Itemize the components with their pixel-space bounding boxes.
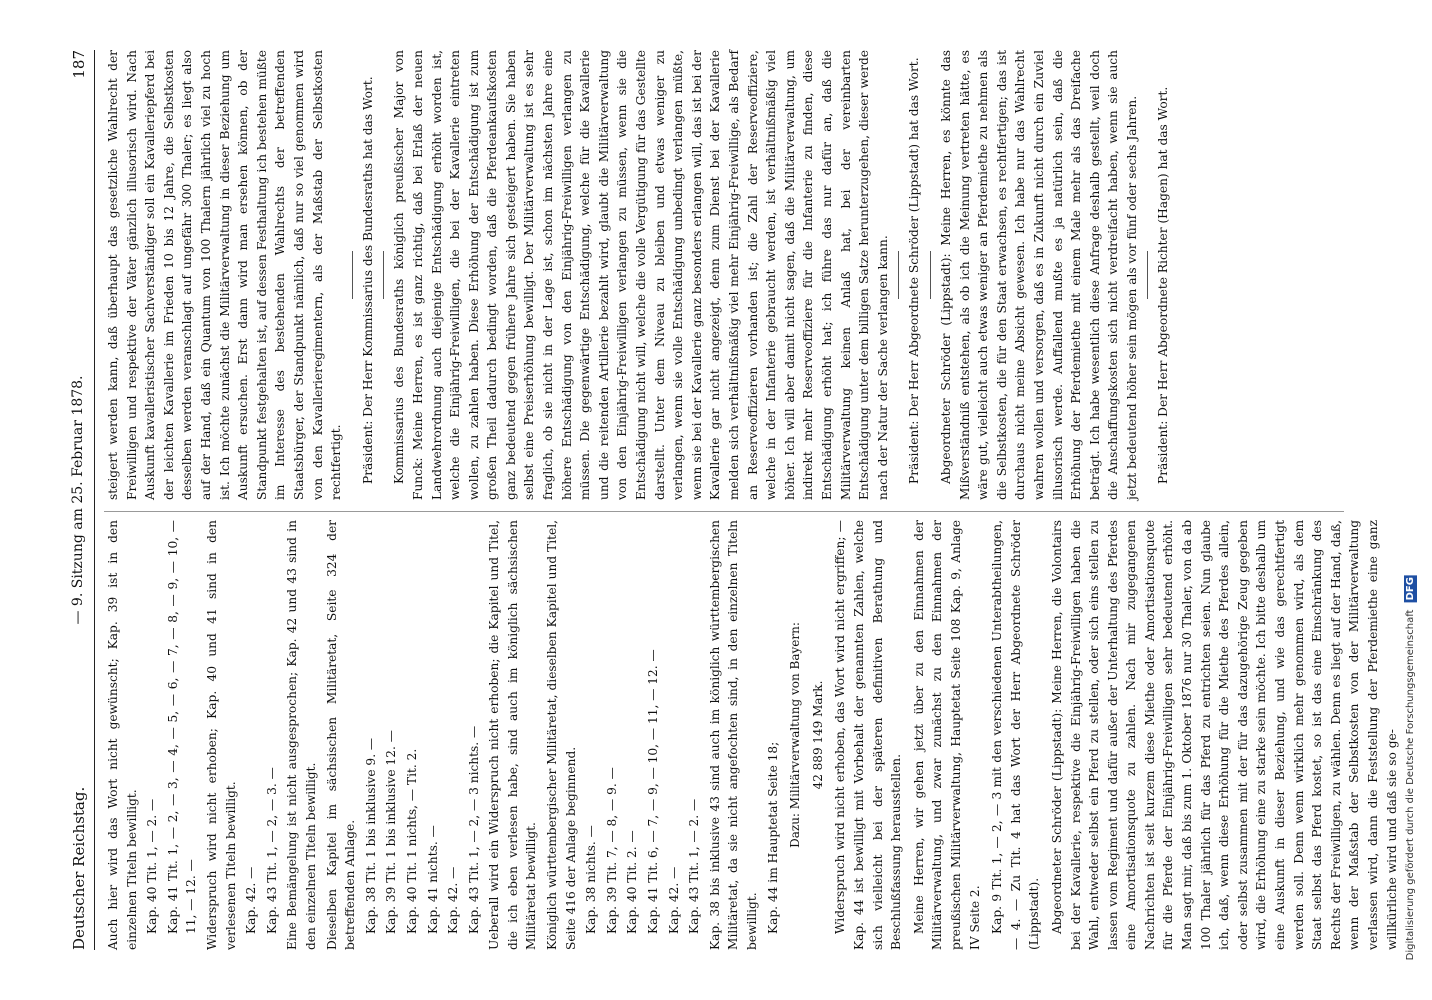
list-item: Kap. 41 Tit. 1, — 2, — 3, — 4, — 5, — 6, — 7, — 8, — 9, — 10, — 11, — 12. — [165,520,199,934]
paragraph: Kap. 38 bis inklusive 43 sind auch im königlich württembergischen Militäretat, da sie nicht angefochten sind, in den einzelnen Titeln bewilligt. [707,520,759,950]
paragraph: Kap. 9 Tit. 1, — 2, — 3 mit den verschiedenen Unterabtheilungen, — 4. — Zu Tit. 4 hat das Wort der Herr Abgeordnete Schröder (Lippstadt). [990,520,1042,950]
dfg-logo: DFG [1405,576,1416,600]
right-column [104,50,1344,500]
paragraph: steigert werden kann, daß überhaupt das gesetzliche Wahlrecht der Freiwilligen und respektive der Väter gänzlich illusorisch wird. Nach Auskunft kavalleristischer Sachverständiger soll ein Kavalleriepferd bei der leichten Kavallerie im Frieden 10 bis 12 Jahre, die Selbstkosten desselben werden veranschlagt auf ungefähr 300 Thaler; es liegt also auf der Hand, daß ein Quantum von 100 Thalern jährlich viel zu hoch ist. Ich möchte zunächst die Militärverwaltung in dieser Beziehung um Auskunft ersuchen. Erst dann wird man ersehen können, ob der Standpunkt festgehalten ist, auf dessen Festhaltung ich bestehen müßte im Interesse des bestehenden Wahlrechts der betreffenden Staatsbürger, der Standpunkt nämlich, daß nur so viel genommen wird von den Kavallerieregimentern, als der Maßstab der Selbstkosten rechtfertigt. [106,50,344,500]
speech-president: Präsident: Der Herr Abgeordnete Richter (Hagen) hat das Wort. [1156,86,1171,484]
list-item: Kap. 44 im Hauptetat Seite 18; [765,741,780,934]
speech-schroeder: Abgeordneter Schröder (Lippstadt): Meine Herren, die Volontairs bei der Kavallerie, respektive die Einjährig-Freiwilligen haben die Wahl, entweder selbst ein Pferd zu stellen, oder sich eins stellen zu lassen vom Regiment und dafür außer der Unterhaltung des Pferdes eine Amortisationsquote zu zahlen. Nach mir zugegangenen Nachrichten ist seit kurzem diese Miethe oder Amortisationsquote für die Pferde der Einjährig-Freiwilligen sehr bedeutend erhöht. Man sagt mir, daß bis zum 1. Oktober 1876 nur 30 Thaler, von da ab 100 Thaler jährlich für das Pferd zu entrichten seien. Nun glaube ich, daß, wenn diese Erhöhung für die Miethe des Pferdes allein, oder selbst zusammen mit der für das dazugehörige Zeug gegeben wird, die Erhöhung eine zu starke sein möchte. Ich bitte deshalb um eine Auskunft in dieser Beziehung, und wie das gerechtfertigt werden soll. Denn wenn wirklich mehr genommen wird, als dem Staat selbst das Pferd kostet, so ist das eine Einschränkung des Rechts der Freiwilligen, zu wählen. Denn es liegt auf der Hand, daß, wenn der Maßstab der Selbstkosten von der Militärverwaltung verlassen wird, dann die Feststellung der Pferdemiethe eine ganz willkürliche wird und daß sie so ge- [1049,520,1399,950]
list-item: Kap. 40 Tit. 1, — 2. — [145,798,160,934]
budget-amount: 42 889 149 Mark. [810,680,825,790]
list-item: Kap. 42. — [446,866,461,934]
list-item: Kap. 43 Tit. 1, — 2, — 3 nichts. — [466,725,481,934]
digitization-credit [1405,575,1416,960]
list-item: Kap. 43 Tit. 1, — 2. — [687,798,702,934]
list-item: Kap. 43 Tit. 1, — 2, — 3. — [264,767,279,934]
budget-heading: Dazu: Militärverwaltung von Bayern: [788,622,803,848]
section-rule [898,251,899,299]
list-item: Kap. 38 Tit. 1 bis inklusive 9. — [363,737,378,934]
speech-schroeder: Abgeordneter Schröder (Lippstadt): Meine Herren, es könnte das Mißverständniß entstehen, als ob ich die Meinung vertreten hätte, es wäre gut, vielleicht auch etwas weniger an Pferdemiethe zu nehmen als die Selbstkosten, die für den Staat erwachsen, es rechtfertigen; das ist durchaus nicht meine Absicht gewesen. Ich habe nur das Wahlrecht wahren wollen und versorgen, daß es in Zukunft nicht durch ein Zuviel illusorisch werde. Auffallend mußte es ja natürlich sein, daß die Erhöhung der Pferdemiethe mit einem Male mehr als das Dreifache beträgt. Ich habe wesentlich diese Anfrage deshalb gestellt, weil doch die Anschaffungskosten sich nicht verdreifacht haben, wenn sie auch jetzt bedeutend höher sein mögen als vor fünf oder sechs Jahren. [938,50,1139,500]
list-item: Kap. 40 Tit. 2. — [625,830,640,934]
running-head [70,50,95,950]
list-item: Kap. 39 Tit. 1 bis inklusive 12. — [384,730,399,934]
list-item: Kap. 39 Tit. 7, — 8, — 9. — [604,767,619,934]
speech-president: Präsident: Der Herr Kommissarius des Bundesraths hat das Wort. [360,76,375,484]
paragraph: Widerspruch wird nicht erhoben, das Wort wird nicht ergriffen; — Kap. 44 ist bewilligt mit Vorbehalt der genannten Zahlen, welche sich vielleicht bei der späteren definitiven Berathung und Beschlußfassung herausstellen. [833,520,904,950]
list-item: Kap. 41 Tit. 6, — 7, — 9, — 10, — 11, — 12. — [646,649,661,934]
speech-commissioner: Kommissarius des Bundesraths königlich preußischer Major von Funck: Meine Herren, es ist ganz richtig, daß bei Erlaß der neuen Landwehrordnung auch diejenige Entschädigung erhöht worden ist, welche die Einjährig-Freiwilligen, die bei der Kavallerie eintreten wollen, zu zahlen haben. Diese Erhöhung der Entschädigung ist zum großen Theil dadurch bedingt worden, daß die Pferdeankaufskosten ganz bedeutend gegen frühere Jahre sich gesteigert haben. Sie haben selbst eine Preiserhöhung bewilligt. Der Militärverwaltung ist es sehr fraglich, ob sie nicht in der Lage ist, schon im nächsten Jahre eine höhere Entschädigung von den Einjährig-Freiwilligen verlangen zu müssen. Die gegenwärtige Entschädigung, welche für die Kavallerie und die reitenden Artillerie bezahlt wird, glaubt die Militärverwaltung von den Einjährig-Freiwilligen verlangen zu müssen, wenn sie die Entschädigung nicht will, welche die volle Vergütigung für das Gestellte darstellt. Unter dem Niveau zu bleiben und etwas weniger zu verlangen, wenn sie volle Entschädigung unbedingt verlangen müßte, wenn sie bei der Kavallerie ganz besonders erlangen will, das ist bei der Kavallerie gar nicht angezeigt, denn zum Dienst bei der Kavallerie melden sich verhältnißmäßig viel mehr Einjährig-Freiwillige, als Bedarf an Reserveoffizieren vorhanden ist; die Zahl der Reserveoffiziere, welche in der Infanterie gebraucht werden, ist verhältnißmäßig viel höher. Ich will aber damit nicht sagen, daß die Militärverwaltung, um indirekt mehr Reserveoffiziere für die Infanterie zu finden, diese Entschädigung erhöht hat; ich führe das nur dafür an, daß die Militärverwaltung keinen Anlaß hat, bei der vereinbarten Entschädigung unter dem billigen Satze herunterzugehen, dieser werde nach der Natur der Sache verlangen kann. [392,50,890,500]
speech-president: Präsident: Der Herr Abgeordnete Schröder (Lippstadt) hat das Wort. [907,57,922,484]
section-rule [352,251,353,299]
list-item: Kap. 38 nichts. — [584,825,599,934]
list-item: Kap. 42. — [666,866,681,934]
running-head-title: Deutscher Reichstag. [70,786,88,950]
paragraph: Auch hier wird das Wort nicht gewünscht; Kap. 39 ist in den einzelnen Titeln bewilligt. [106,520,139,950]
list-item: Kap. 40 Tit. 1 nichts, — Tit. 2. [404,748,419,934]
list-item: Kap. 41 nichts. — [425,825,440,934]
left-column [104,520,1399,950]
paragraph: Meine Herren, wir gehen jetzt über zu den Einnahmen der Militärverwaltung, und zwar zunächst zu den Einnahmen der preußischen Militärverwaltung, Hauptetat Seite 108 Kap. 9, Anlage IV Seite 2. [911,520,982,950]
credit-text: Digitalisierung gefördert durch die Deutsche Forschungsgemeinschaft [1405,609,1416,960]
list-item: Kap. 42. — [244,866,259,934]
paragraph: Eine Bemängelung ist nicht ausgesprochen; Kap. 42 und 43 sind in den einzelnen Titeln bewilligt. [285,520,318,950]
section-rule [383,251,384,299]
paragraph: Königlich württembergischer Militäretat, dieselben Kapitel und Titel, Seite 416 der Anlage beginnend. [545,520,578,950]
page-number: 187 [70,50,88,79]
paragraph: Dieselben Kapitel im sächsischen Militäretat, Seite 324 der betreffenden Anlage. [324,520,358,950]
section-rule [930,251,931,299]
running-head-session: — 9. Sitzung am 25. Februar 1878. [70,375,86,625]
paragraph: Ueberall wird ein Widerspruch nicht erhoben; die Kapitel und Titel, die ich eben verlesen habe, sind auch im königlich sächsischen Militäretat bewilligt. [487,520,539,950]
column-divider [104,511,1344,512]
section-rule [1147,251,1148,299]
paragraph: Widerspruch wird nicht erhoben; Kap. 40 und 41 sind in den verlesenen Titeln bewilligt. [204,520,238,950]
